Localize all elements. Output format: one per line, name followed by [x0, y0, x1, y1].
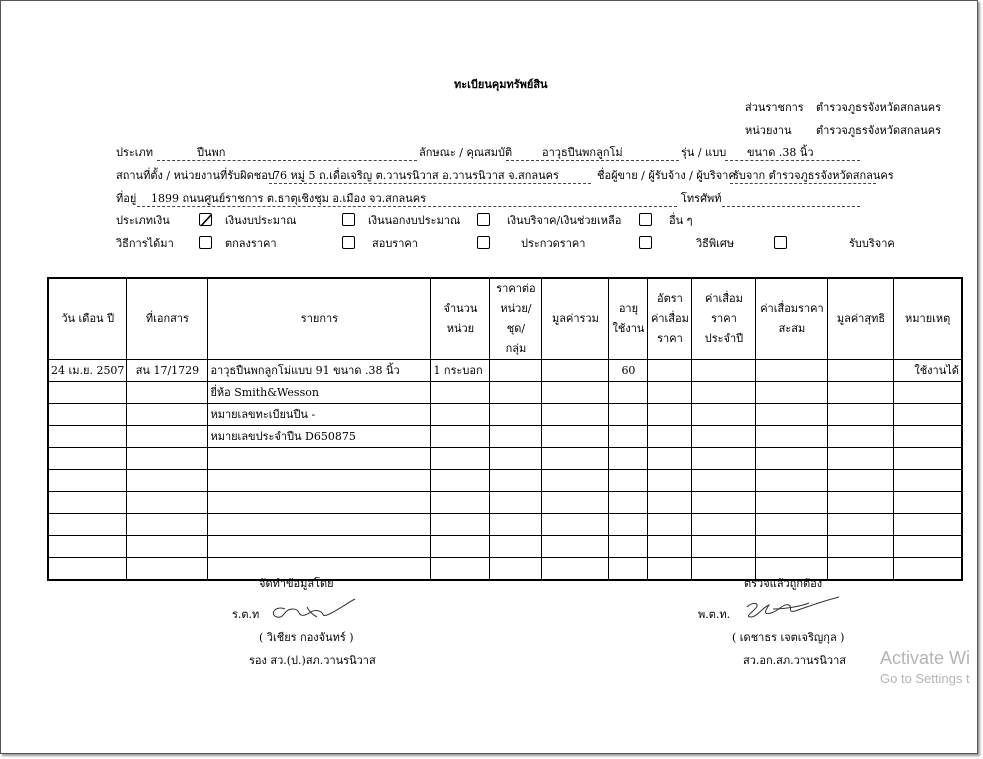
table-cell	[208, 536, 431, 558]
table-cell	[609, 558, 648, 581]
division-value: ตำรวจภูธรจังหวัดสกลนคร	[816, 101, 942, 114]
table-cell	[431, 426, 490, 448]
table-cell	[431, 470, 490, 492]
table-cell	[648, 426, 692, 448]
table-cell	[609, 382, 648, 404]
column-header: ค่าเสื่อมราคา ประจำปี	[692, 278, 756, 360]
table-cell	[828, 360, 894, 382]
table-cell	[542, 426, 609, 448]
table-cell	[208, 514, 431, 536]
table-cell	[692, 426, 756, 448]
table-cell	[692, 404, 756, 426]
table-cell	[692, 492, 756, 514]
check-icon	[200, 214, 213, 227]
asset-register-table	[47, 277, 963, 581]
table-cell	[756, 360, 828, 382]
table-cell: ใช้งานได้	[894, 360, 962, 382]
table-cell	[828, 404, 894, 426]
table-cell	[756, 492, 828, 514]
column-header: หมายเหตุ	[894, 278, 962, 360]
table-cell: 60	[609, 360, 648, 382]
column-header: วัน เดือน ปี	[48, 278, 127, 360]
table-cell: อาวุธปืนพกลูกโม่แบบ 91 ขนาด .38 นิ้ว	[208, 360, 431, 382]
table-cell	[692, 360, 756, 382]
address-value: 1899 ถนนศูนย์ราชการ ต.ธาตุเชิงชุม อ.เมือง จว.สกลนคร	[151, 192, 427, 205]
table-cell	[127, 492, 208, 514]
attr-dotted-line	[506, 160, 679, 161]
seller-label: ชื่อผู้ขาย / ผู้รับจ้าง / ผู้บริจาค	[597, 169, 736, 182]
table-cell	[692, 382, 756, 404]
table-cell	[609, 536, 648, 558]
table-cell	[208, 492, 431, 514]
table-cell	[48, 404, 127, 426]
money-option-donation: เงินบริจาค/เงินช่วยเหลือ	[507, 214, 622, 227]
model-value: ขนาด .38 นิ้ว	[747, 146, 814, 159]
table-cell	[431, 558, 490, 581]
table-cell	[692, 514, 756, 536]
table-cell	[490, 536, 542, 558]
table-cell	[609, 426, 648, 448]
money-donation-checkbox[interactable]	[477, 213, 490, 226]
table-cell	[894, 536, 962, 558]
phone-label: โทรศัพท์	[681, 192, 722, 205]
table-row	[48, 426, 962, 448]
location-dotted-line	[269, 183, 591, 184]
table-cell	[127, 404, 208, 426]
method-special-checkbox[interactable]	[639, 236, 652, 249]
table-cell: 24 เม.ย. 2507	[48, 360, 127, 382]
table-cell	[648, 514, 692, 536]
location-label: สถานที่ตั้ง / หน่วยงานที่รับผิดชอบ	[116, 169, 275, 182]
method-option-agreement: ตกลงราคา	[225, 237, 277, 250]
table-cell	[490, 470, 542, 492]
table-cell	[490, 558, 542, 581]
column-header: รายการ	[208, 278, 431, 360]
method-option-bidding: ประกวดราคา	[521, 237, 586, 250]
unit-value: ตำรวจภูธรจังหวัดสกลนคร	[816, 124, 942, 137]
table-cell	[756, 470, 828, 492]
method-option-donation: รับบริจาค	[849, 237, 895, 250]
table-cell: หมายเลขทะเบียนปืน -	[208, 404, 431, 426]
table-cell: ยี่ห้อ Smith&Wesson	[208, 382, 431, 404]
table-cell	[648, 360, 692, 382]
table-cell	[648, 558, 692, 581]
division-label: ส่วนราชการ	[745, 101, 804, 114]
method-option-special: วิธีพิเศษ	[696, 237, 735, 250]
table-cell	[894, 382, 962, 404]
table-header-row	[48, 278, 962, 360]
table-cell	[48, 426, 127, 448]
table-cell	[692, 536, 756, 558]
table-cell	[756, 448, 828, 470]
table-cell	[542, 492, 609, 514]
table-cell	[542, 448, 609, 470]
table-cell	[490, 360, 542, 382]
table-cell	[127, 514, 208, 536]
table-cell	[756, 404, 828, 426]
verifier-position: สว.อก.สภ.วานรนิวาส	[743, 654, 846, 667]
table-cell	[431, 492, 490, 514]
preparer-position: รอง สว.(ป.)สภ.วานรนิวาส	[249, 654, 376, 667]
table-cell	[648, 404, 692, 426]
column-header: มูลค่าสุทธิ	[828, 278, 894, 360]
table-cell	[648, 448, 692, 470]
money-option-nonbudget: เงินนอกงบประมาณ	[368, 214, 461, 227]
table-row	[48, 492, 962, 514]
method-donation-checkbox[interactable]	[774, 236, 787, 249]
table-cell	[756, 426, 828, 448]
table-cell	[894, 426, 962, 448]
attr-label: ลักษณะ / คุณสมบัติ	[419, 146, 513, 159]
method-option-quote: สอบราคา	[372, 237, 418, 250]
table-row	[48, 404, 962, 426]
table-cell	[692, 448, 756, 470]
table-cell	[542, 470, 609, 492]
table-cell	[692, 470, 756, 492]
address-dotted-line	[137, 206, 677, 207]
table-cell	[431, 382, 490, 404]
table-cell	[894, 404, 962, 426]
table-cell	[609, 404, 648, 426]
table-cell: หมายเลขประจำปืน D650875	[208, 426, 431, 448]
preparer-signature	[267, 597, 359, 623]
method-bidding-checkbox[interactable]	[477, 236, 490, 249]
table-cell	[828, 426, 894, 448]
money-option-other: อื่น ๆ	[669, 214, 693, 227]
table-cell	[490, 514, 542, 536]
table-cell	[127, 536, 208, 558]
seller-dotted-line	[730, 183, 876, 184]
table-cell	[828, 470, 894, 492]
table-cell: สน 17/1729	[127, 360, 208, 382]
prepared-by-heading: จัดทำข้อมูลโดย	[259, 577, 334, 590]
column-header: ค่าเสื่อมราคา สะสม	[756, 278, 828, 360]
table-cell	[490, 426, 542, 448]
activation-watermark-title: Activate Wi	[880, 648, 971, 668]
model-dotted-line	[725, 160, 860, 161]
table-cell	[609, 492, 648, 514]
table-cell	[894, 514, 962, 536]
table-cell	[208, 470, 431, 492]
table-cell	[609, 448, 648, 470]
table-cell	[894, 470, 962, 492]
table-cell	[208, 448, 431, 470]
money-label: ประเภทเงิน	[116, 214, 170, 227]
attr-value: อาวุธปืนพกลูกโม่	[542, 146, 623, 159]
table-cell	[894, 492, 962, 514]
table-cell	[648, 470, 692, 492]
column-header: อัตรา ค่าเสื่อม ราคา	[648, 278, 692, 360]
table-cell	[127, 558, 208, 581]
table-cell	[490, 382, 542, 404]
table-cell	[127, 382, 208, 404]
model-label: รุ่น / แบบ	[681, 146, 727, 159]
type-label: ประเภท	[116, 146, 154, 159]
table-cell	[127, 448, 208, 470]
table-cell	[127, 470, 208, 492]
table-cell	[48, 492, 127, 514]
location-value: 76 หมู่ 5 ถ.เดื่อเจริญ ต.วานรนิวาส อ.วานรนิวาส จ.สกลนคร	[273, 169, 559, 182]
table-cell	[756, 382, 828, 404]
activation-watermark-subtitle: Go to Settings t	[880, 671, 970, 686]
table-cell	[48, 558, 127, 581]
method-agreement-checkbox[interactable]	[199, 236, 212, 249]
unit-label: หน่วยงาน	[745, 124, 792, 137]
table-row	[48, 514, 962, 536]
table-cell	[828, 448, 894, 470]
table-cell	[431, 536, 490, 558]
table-cell	[490, 404, 542, 426]
table-cell	[431, 404, 490, 426]
table-cell	[648, 382, 692, 404]
table-cell	[490, 492, 542, 514]
table-cell	[828, 514, 894, 536]
table-row	[48, 536, 962, 558]
column-header: จำนวน หน่วย	[431, 278, 490, 360]
table-cell	[756, 514, 828, 536]
table-cell	[756, 536, 828, 558]
column-header: อายุ ใช้งาน	[609, 278, 648, 360]
table-row	[48, 382, 962, 404]
table-cell	[127, 426, 208, 448]
verified-heading: ตรวจแล้วถูกต้อง	[744, 577, 823, 590]
table-cell	[48, 514, 127, 536]
table-cell	[894, 448, 962, 470]
verifier-name: ( เดชาธร เจตเจริญกุล )	[732, 631, 845, 644]
money-other-checkbox[interactable]	[639, 213, 652, 226]
table-cell	[48, 448, 127, 470]
table-cell	[542, 536, 609, 558]
table-cell	[490, 448, 542, 470]
table-cell	[609, 514, 648, 536]
preparer-rank: ร.ต.ท	[232, 608, 260, 621]
table-cell	[828, 536, 894, 558]
table-cell	[609, 470, 648, 492]
column-header: ราคาต่อ หน่วย/ชุด/ กลุ่ม	[490, 278, 542, 360]
table-cell	[48, 536, 127, 558]
table-cell	[431, 514, 490, 536]
table-cell	[648, 536, 692, 558]
table-cell	[648, 492, 692, 514]
table-row	[48, 360, 962, 382]
table-cell: 1 กระบอก	[431, 360, 490, 382]
method-quote-checkbox[interactable]	[342, 236, 355, 249]
table-cell	[828, 558, 894, 581]
table-cell	[542, 382, 609, 404]
table-cell	[48, 382, 127, 404]
method-label: วิธีการได้มา	[116, 237, 174, 250]
table-cell	[828, 492, 894, 514]
table-cell	[894, 558, 962, 581]
money-nonbudget-checkbox[interactable]	[342, 213, 355, 226]
table-row	[48, 470, 962, 492]
seller-value: รับจาก ตำรวจภูธรจังหวัดสกลนคร	[733, 169, 894, 182]
column-header: มูลค่ารวม	[542, 278, 609, 360]
table-cell	[828, 382, 894, 404]
type-dotted-line	[157, 160, 417, 161]
address-label: ที่อยู่	[116, 192, 137, 205]
type-value: ปืนพก	[197, 146, 226, 159]
table-cell	[48, 470, 127, 492]
table-cell	[542, 514, 609, 536]
verifier-rank: พ.ต.ท.	[698, 608, 731, 621]
phone-dotted-line	[722, 206, 860, 207]
verifier-signature	[743, 595, 843, 621]
money-budget-checkbox[interactable]	[199, 213, 212, 226]
money-option-budget: เงินงบประมาณ	[225, 214, 297, 227]
document-title: ทะเบียนคุมทรัพย์สิน	[454, 78, 548, 91]
table-row	[48, 448, 962, 470]
table-cell	[542, 404, 609, 426]
table-row	[48, 558, 962, 581]
table-cell	[542, 360, 609, 382]
table-cell	[542, 558, 609, 581]
table-cell	[431, 448, 490, 470]
column-header: ที่เอกสาร	[127, 278, 208, 360]
preparer-name: ( วิเชียร กองจันทร์ )	[259, 631, 354, 644]
